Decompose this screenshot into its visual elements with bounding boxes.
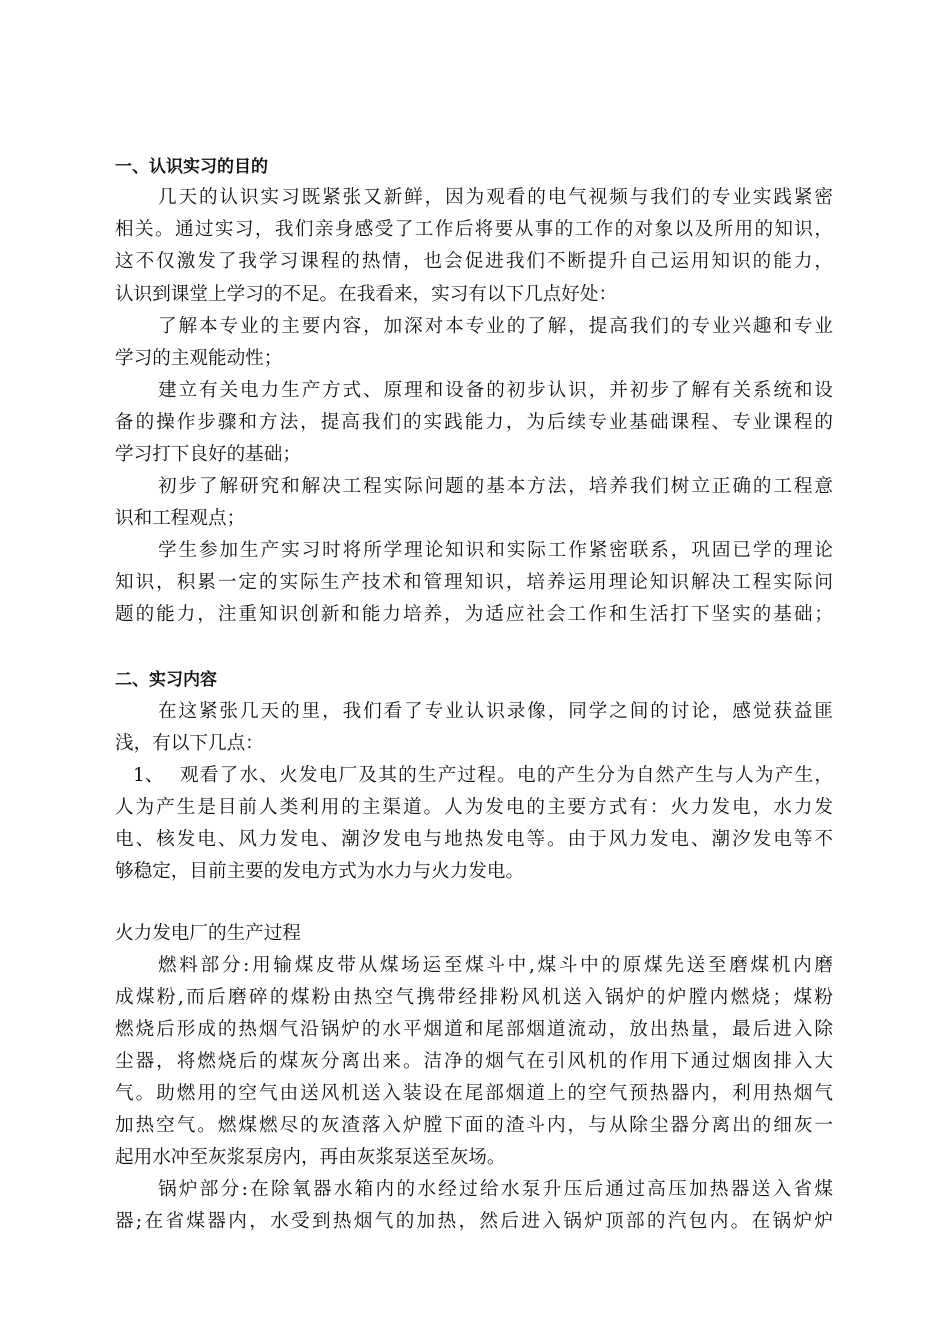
paragraph-line: 气。助燃用的空气由送风机送入装设在尾部烟道上的空气预热器内，利用热烟气 — [115, 1083, 833, 1104]
paragraph-line: 起用水冲至灰浆泵房内，再由灰浆泵送至灰场。 — [115, 1147, 506, 1168]
paragraph-line: 知识，积累一定的实际生产技术和管理知识，培养运用理论知识解决工程实际问 — [115, 572, 833, 593]
paragraph-line: 学习打下良好的基础； — [115, 444, 301, 465]
paragraph-line: 识和工程观点； — [115, 508, 246, 529]
paragraph-line: 器;在省煤器内，水受到热烟气的加热，然后进入锅炉顶部的汽包内。在锅炉炉 — [115, 1211, 833, 1232]
paragraph-line: 锅炉部分:在除氧器水箱内的水经过给水泵升压后通过高压加热器送入省煤 — [158, 1179, 833, 1200]
paragraph-line: 燃烧后形成的热烟气沿锅炉的水平烟道和尾部烟道流动，放出热量，最后进入除 — [115, 1019, 833, 1040]
paragraph-line: 尘器，将燃烧后的煤灰分离出来。洁净的烟气在引风机的作用下通过烟囱排入大 — [115, 1051, 833, 1072]
paragraph-line: 电、核发电、风力发电、潮汐发电与地热发电等。由于风力发电、潮汐发电等不 — [115, 829, 833, 850]
paragraph-line: 人为产生是目前人类利用的主渠道。人为发电的主要方式有：火力发电，水力发 — [115, 797, 833, 818]
section-heading-content: 二、实习内容 — [115, 670, 217, 690]
paragraph-line: 成煤粉,而后磨碎的煤粉由热空气携带经排粉风机送入锅炉的炉膛内燃烧；煤粉 — [115, 987, 833, 1008]
paragraph-line: 题的能力，注重知识创新和能力培养，为适应社会工作和生活打下坚实的基础； — [115, 604, 833, 625]
paragraph-line: 够稳定，目前主要的发电方式为水力与火力发电。 — [115, 861, 525, 882]
paragraph-line: 备的操作步骤和方法，提高我们的实践能力，为后续专业基础课程、专业课程的 — [115, 412, 833, 433]
paragraph-line: 这不仅激发了我学习课程的热情，也会促进我们不断提升自己运用知识的能力， — [115, 251, 833, 272]
list-item-text: 观看了水、火发电厂及其的生产过程。电的产生分为自然产生与人为产生， — [180, 765, 833, 786]
section-heading-purpose: 一、认识实习的目的 — [115, 157, 268, 177]
paragraph-line: 了解本专业的主要内容，加深对本专业的了解，提高我们的专业兴趣和专业 — [158, 316, 833, 337]
paragraph-line: 初步了解研究和解决工程实际问题的基本方法，培养我们树立正确的工程意 — [158, 476, 833, 497]
paragraph-line: 学生参加生产实习时将所学理论知识和实际工作紧密联系，巩固已学的理论 — [158, 540, 833, 561]
subheading-thermal-process: 火力发电厂的生产过程 — [115, 923, 301, 944]
paragraph-line: 学习的主观能动性； — [115, 348, 283, 369]
paragraph-line: 建立有关电力生产方式、原理和设备的初步认识，并初步了解有关系统和设 — [158, 380, 833, 401]
paragraph-line: 在这紧张几天的里，我们看了专业认识录像，同学之间的讨论，感觉获益匪 — [158, 701, 833, 722]
paragraph-line: 加热空气。燃煤燃尽的灰渣落入炉膛下面的渣斗内，与从除尘器分离出的细灰一 — [115, 1115, 833, 1136]
paragraph-line: 相关。通过实习，我们亲身感受了工作后将要从事的工作的对象以及所用的知识， — [115, 219, 833, 240]
list-item-number: 1、 — [133, 765, 164, 786]
paragraph-line: 几天的认识实习既紧张又新鲜，因为观看的电气视频与我们的专业实践紧密 — [158, 187, 833, 208]
paragraph-line: 浅，有以下几点： — [115, 733, 264, 754]
paragraph-line: 认识到课堂上学习的不足。在我看来，实习有以下几点好处： — [115, 284, 618, 305]
paragraph-line: 燃料部分:用输煤皮带从煤场运至煤斗中,煤斗中的原煤先送至磨煤机内磨 — [158, 955, 833, 976]
